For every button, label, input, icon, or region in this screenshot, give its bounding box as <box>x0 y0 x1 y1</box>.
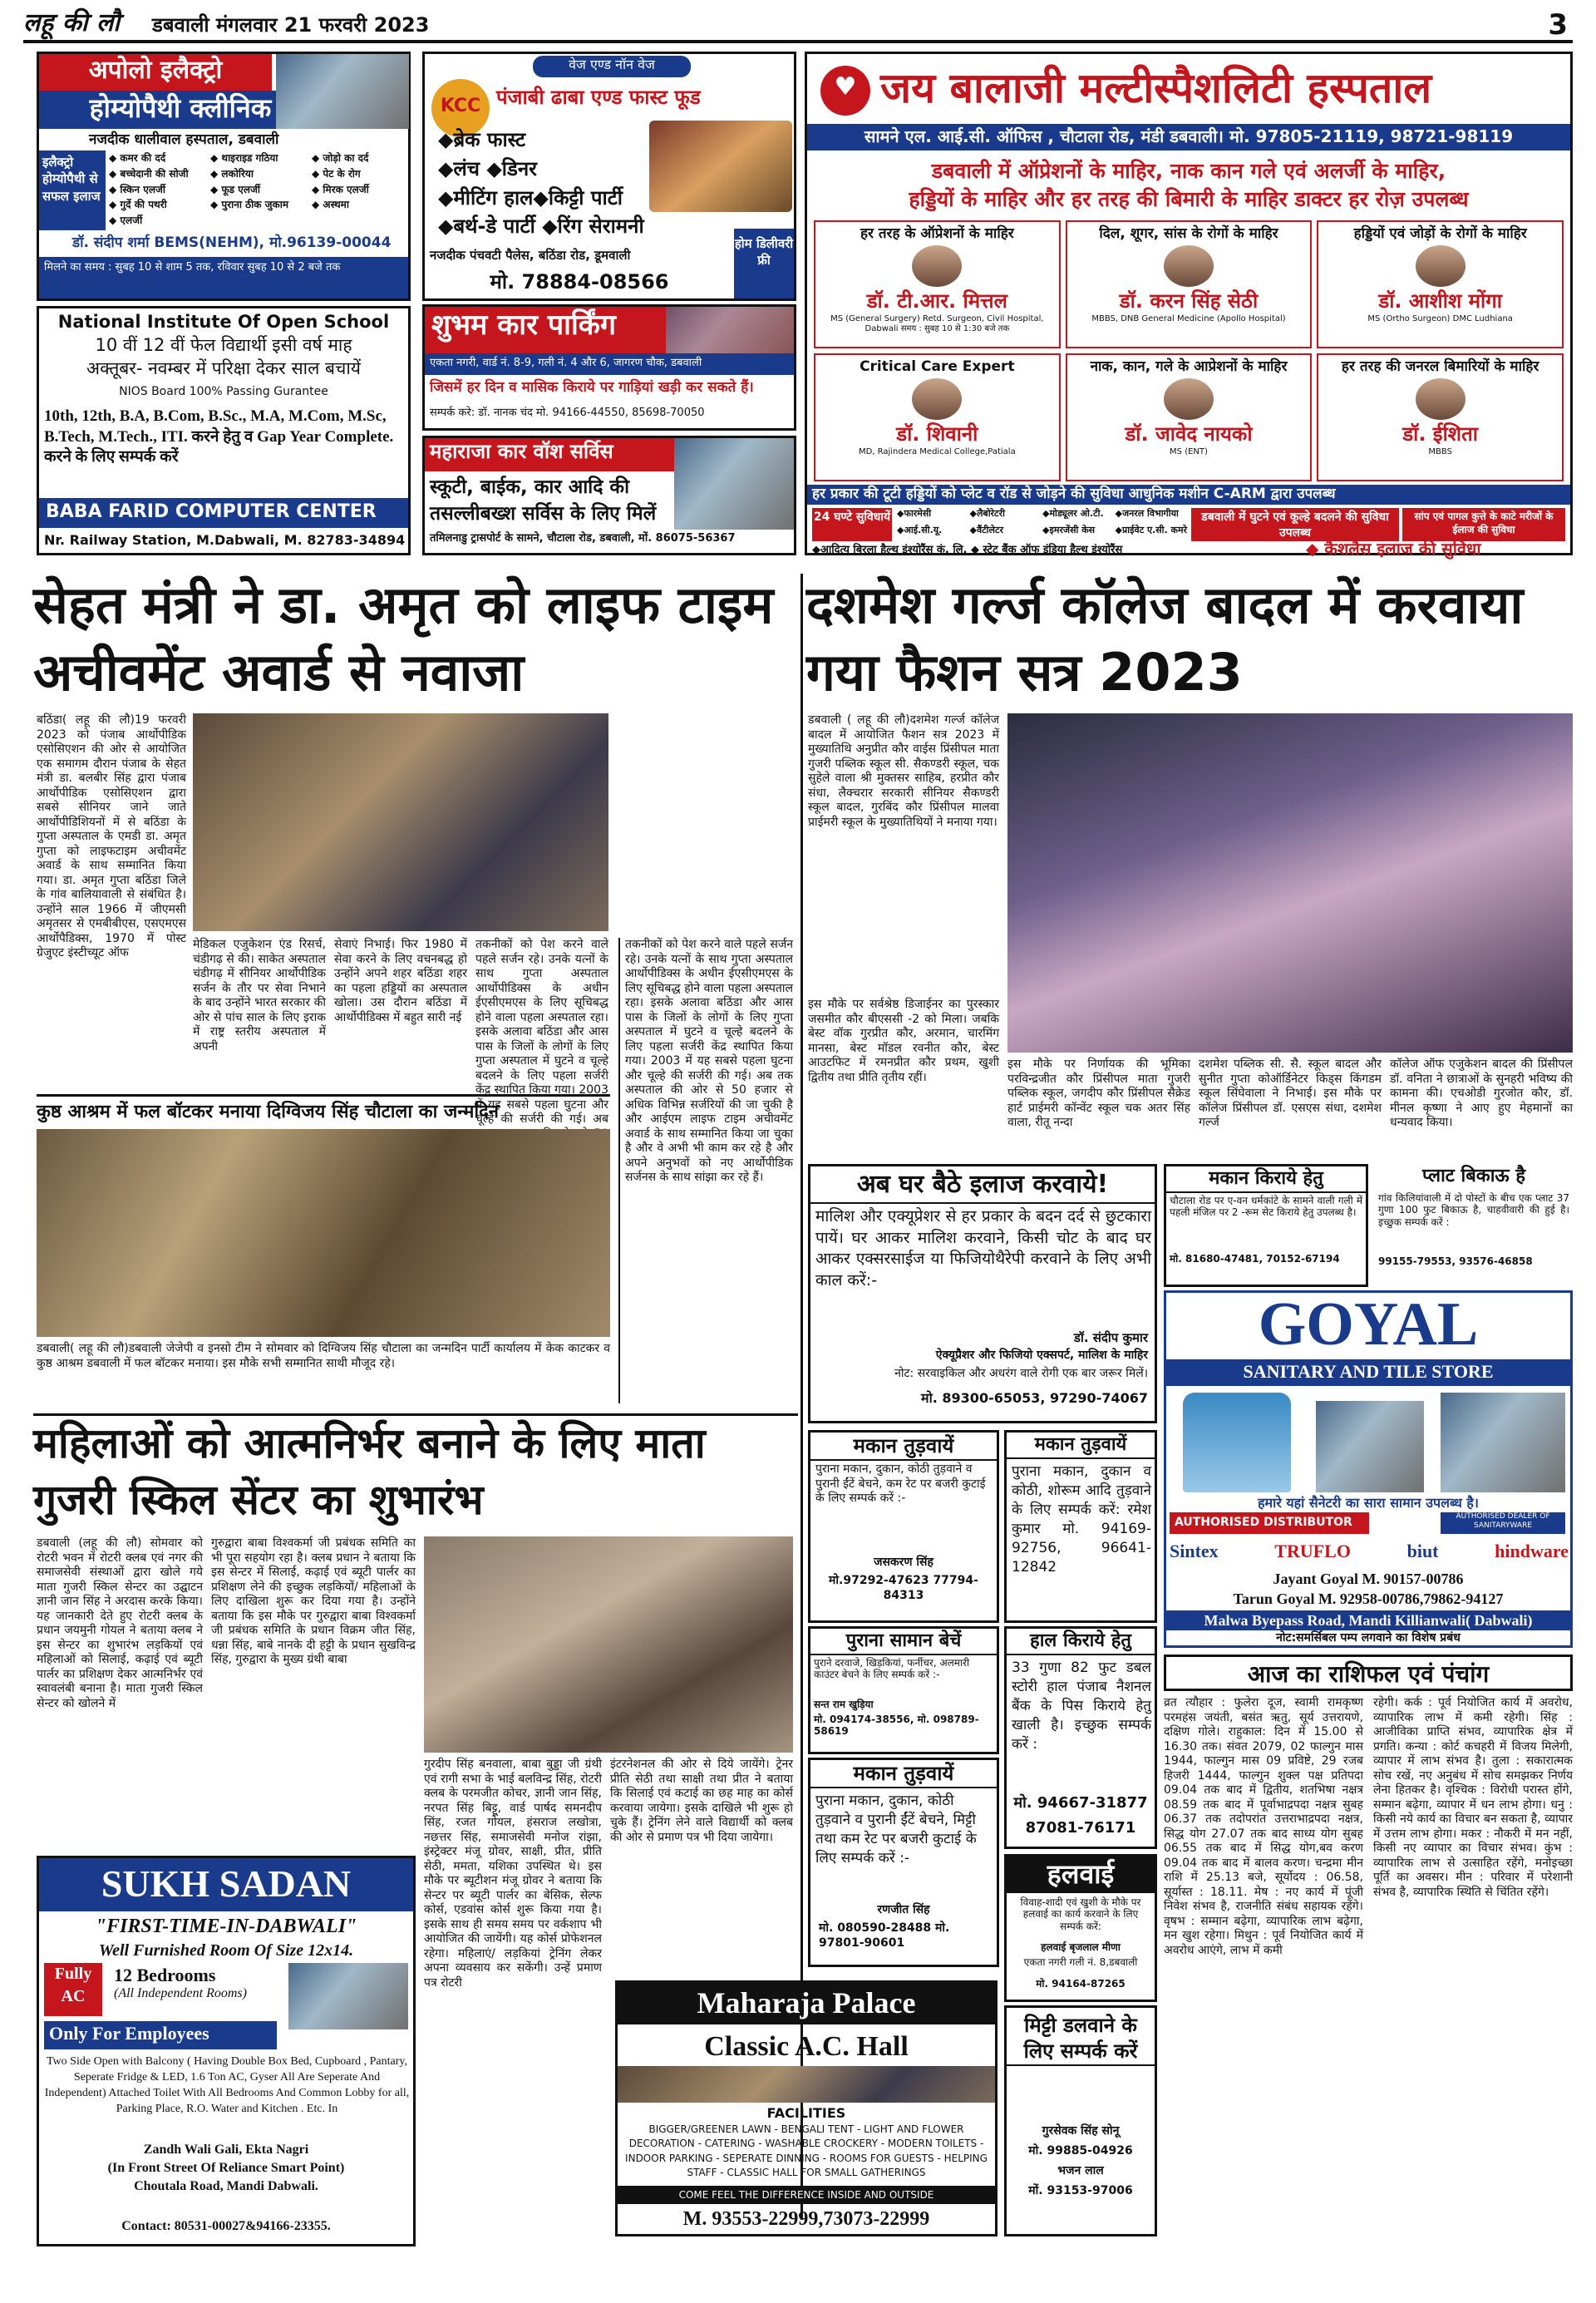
hospital-facility: ◆लैबोरेटरी <box>969 508 1005 519</box>
ad-scrap <box>808 1626 999 1754</box>
faucet-image <box>1441 1393 1565 1492</box>
soil-n2: भजन लाल <box>1057 2164 1104 2177</box>
m3-title: मकान तुड़वायें <box>810 1760 997 1788</box>
nios-line-1: 10 वीं 12 वीं फेल विद्यार्थी इसी वर्ष माह <box>95 335 352 355</box>
m1-body: पुराना मकान, दुकान, कोठी तुड़वाने व पुरानी ईंटें बेचने, कम रेट पर बजरी कुटाई के लिए सम्पर्क करें :- <box>815 1462 986 1505</box>
doctor-card <box>814 353 1061 481</box>
hospital-facility: ◆वैंटीलेटर <box>969 525 1003 535</box>
apollo-title-2: होम्योपैथी क्लीनिक <box>39 91 322 129</box>
soil-title: मिट्टी डलवाने के लिए सम्पर्क करें <box>1007 2013 1155 2066</box>
wash-title: महाराजा कार वॉश सर्विस <box>425 438 674 471</box>
apollo-item: ◆ कमर की दर्द <box>109 152 166 164</box>
story4-photo <box>424 1536 793 1753</box>
doctor-card <box>1317 353 1564 481</box>
story1-col4: तकनीकों को पेश करने वाले पहले सर्जन रहे। उनके यत्नों के साथ गुप्ता अस्पताल आर्थोपीडिक्स के अधीन ईएसीएमएस के लिए सूचिबद्ध होने वाला पहला अस्पताल रहा। इसके अलावा बठिंडा और आस पास के जिलों के लोगों के लिए गुप्ता अस्पताल में घुटने व चूल्हे बदलने के लिए पहला सर्जरी केंद्र स्थापित किया गया। 2003 में यह सबसे पहला घुटना और चूल्हे की सर्जरी की गई। अब तक अस्पताल की ओर से 50 हजार से अधिक विभिन्न सर्जरियों की जा चुकी है और आईएम लाइफ टाइम अचीवमेंट अवार्ड के साथ सम्मानित किया जा चुका है और वे अभी भी काम कर रहे है और अपने अनुभवों को नए आर्थोपीडिक सर्जनस के साथ सांझा कर रहे हैं। <box>618 938 793 1403</box>
sukh-fully: Fully AC <box>44 1963 102 2016</box>
hall-p2: 87081-76171 <box>1025 1819 1136 1837</box>
doctor-name: डॉ. शिवानी <box>896 422 978 446</box>
story4-col3: गुरदीप सिंह बनवाला, बाबा बुड्डा जी ग्रंथी एवं रागी सभा के भाई बलविन्द्र सिंह, रोटरी क्लब के परमजीत कोचर, ज्ञानी जान सिंह, नरपत सिंह बिट्टू, वार्ड पार्षद समनदीप सिंह, रजत गोयल, हंसराज लखोत्रा, नछत्तर सिंह, समाजसेवी मनोज रांझा, इंस्ट्रेक्टर मंजू ग्रोवर, साक्षी, प्रीत, प्रीति सेठी, ममता, यशिका उपस्थित थे। इस मौके पर ब्यूटीशन मंजू ग्रोवर ने बताया कि सेन्टर पर ब्यूटी पार्लर का बेसिक, सेल्फ कोर्स, एडवांस कोर्स शुरू किया गया है। इसके साथ ही समय समय पर वर्कशाप भी आयोजित की जायेंगी। यह कोर्स प्रोफेशनल रहेगा। महिलाएं/ लड़कियां ट्रेनिंग लेकर अपना व्यवसाय कर सकेंगी। उन्हें प्रमाण पत्र रोटरी <box>424 1758 602 1990</box>
story4-col4: इंटरनेशनल की ओर से दिये जायेंगे। ट्रेनर प्रीति सेठी तथा साक्षी तथा प्रीत ने बताया कि सिलाई एवं कटाई का छह माह का कोर्स करवाया जायेगा। इसके दाखिले भी शुरू हो चुके हैं। ट्रेनिंग लेने वाले विद्यार्थी को क्लब की ओर से प्रमाण पत्र भी दिया जायेगा। <box>610 1758 793 1844</box>
doctor-card <box>1066 353 1313 481</box>
hospital-facility: ◆फारमेसी <box>897 508 932 519</box>
rashifal-header <box>1164 1655 1573 1691</box>
palace-title1: Maharaja Palace <box>618 1983 995 2024</box>
ad-makan-3 <box>808 1758 999 1967</box>
rashifal-col1: व्रत त्यौहार : फुलेरा दूज, स्वामी रामकृष्ण परमहंस जयंती, बसंत ऋतु, सूर्य उत्तरायणे, दक्षिण गोले। राहुकाल: दिन में 15.00 से 16.30 तक। संवत 2079, 02 फाल्गुन मास 1944, फाल्गुन मास 09 प्रविष्टे, 29 रजब हिजरी 1444, फाल्गुन शुक्ल पक्ष प्रतिपदा 09.04 तक बाद में द्वितीय, शतभिषा नक्षत्र 08.59 तक बाद में पूर्वाभाद्रपदा नक्षत्र सुबह 06.37 तक तदोपरांत उत्तराभाद्रपदा नक्षत्र, सिद्ध योग 27.07 तक बाद साध्य योग सुबह 06.55 तक बाद में सिद्ध योग,बव करण 09.04 तक बाद में बालव करण। चन्द्रमा मीन राशि में 25.13 बजे, सूर्योदय : 06.58, सूर्यास्त : 18.11. मेष : नए कार्य में पूंजी निवेश संभव है, राजनीति संबंध सहायक रहेंगे। वृषभ : सम्मान बढ़ेगा, व्यापारिक लाभ बढ़ेगा, मन खुश रहेगा। मिथुन : पूर्व नियोजित कार्य में अवरोध आएंगे, लाभ में कमी <box>1164 1696 1363 1957</box>
hospital-addr: सामने एल. आई.सी. ऑफिस , चौटाला रोड, मंडी डबवाली। मो. 97805-21119, 98721-98119 <box>807 124 1570 150</box>
cars-image <box>666 307 794 353</box>
soil-n1: गुरसेवक सिंह सोनू <box>1042 2124 1120 2138</box>
rashifal-col2: रहेगी। कर्क : पूर्व नियोजित कार्य में अवरोध, व्यापारिक लाभ में कमी रहेगी। सिंह : आजीविका प्राप्ति संभव, व्यापारिक क्षेत्र में प्रगति। कन्या : कोर्ट कचहरी में विजय मिलेगी, व्यापार में लाभ संभव है। तुला : सकारात्मक सोच रखें, नए अनुबंध में सोच समझकर निर्णय लेना हितकर है। वृश्चिक : विरोधी परास्त होंगे, सम्मान बढ़ेगा, व्यापार में धन लाभ होगा। धनु : किसी नये कार्य का विचार बन सकता है, व्यापार में उत्तम लाभ होगा। मकर : नौकरी में मन नहीं, किसी नए व्यापार का विचार संभव। कुंभ : व्यापारिक लाभ से उत्साहित रहेंगे, मनोइच्छा पूर्ति का अवसर। मीन : परिवार में परेशानी संभव है, व्यापारिक स्थिति से चिंतित रहेंगे। <box>1373 1696 1573 1899</box>
doctor-degree: MS (ENT) <box>1170 446 1208 456</box>
story1-col3: सेवाएं निभाई। फिर 1980 में सेवा करने के लिए वचनबद्ध हो उन्होंने अपने शहर बठिंडा शहर का पहला हड्डियों का अस्पताल खोला। उस दौरान बठिंडा में आर्थोपीडिक्स में बहुत सारी नई <box>334 938 467 1024</box>
dhaba-item: ◆लंच ◆डिनर <box>438 156 537 180</box>
story3-col1b: इस मौके पर सर्वश्रेष्ठ डिजाईनर का पुरस्कार जसमीत कौर बीएससी -2 को मिला। जबकि बेस्ट वॉक गुरप्रीत कौर, अरमान, चारमिंग मानसा, बेस्ट मॉडल रवनीत कौर, बेस्ट आउटफिट में रमनप्रीत कौर प्रथम, खुशी द्वितीय तथा प्रीति तृतीय रहीं। <box>808 998 999 1084</box>
hall-p1: मो. 94667-31877 <box>1013 1794 1148 1812</box>
ad-nios <box>37 306 411 555</box>
hospital-cashless: ◆ कैशलैस इलाज की सुविधा <box>1306 539 1481 559</box>
hall-body: 33 गुणा 82 फुट डबल स्टोरी हाल पंजाब नैशनल बैंक के पिस किराये हेतु खाली है। इच्छुक सम्पर्क करें : <box>1012 1659 1151 1753</box>
doctor-name: डॉ. आशीश मोंगा <box>1378 289 1502 313</box>
story2-headline: कुष्ठ आश्रम में फल बॉटकर मनाया दिग्विजय सिंह चौटाला का जन्मदिन <box>37 1094 610 1125</box>
doctor-specialty: हड्डियों एवं जोड़ों के रोगों के माहिर <box>1353 225 1527 242</box>
dhaba-item: ◆मीटिंग हाल◆किट्टी पार्टी <box>438 185 623 210</box>
ad-maharaja-palace <box>615 1980 998 2236</box>
scrap-phone: मो. 094174-38556, मो. 098789-58619 <box>814 1714 979 1738</box>
brand-logo: Sintex <box>1170 1541 1219 1562</box>
hospital-l2: हड्डियों के माहिर और हर तरह की बिमारी के माहिर डाक्टर हर रोज़ उपलब्ध <box>909 187 1469 211</box>
sukh-only: Only For Employees <box>44 2021 277 2049</box>
doctor-degree: MS (General Surgery) Retd. Surgeon, Civil Hospital, Dabwali समय : सुबह 10 से 1:30 बजे तक <box>830 313 1044 333</box>
dhaba-addr: नजदीक पंचवटी पैलेस, बठिंडा रोड, डूमवाली <box>430 248 631 263</box>
ad-goyal <box>1164 1290 1573 1648</box>
wash-image <box>674 438 794 530</box>
apollo-item: ◆ अस्थमा <box>312 199 349 211</box>
brand-logo: TRUFLO <box>1274 1541 1351 1562</box>
ilaj-title: अब घर बैठे इलाज करवाये! <box>810 1168 1155 1204</box>
soil-p2: मों. 93153-97006 <box>1028 2184 1133 2197</box>
hospital-24h: 24 घण्टे सुविधायें <box>812 508 892 541</box>
story1-col1: बठिंडा( लहू की लौ)19 फरवरी 2023 को पंजाब आर्थोपीडिक एसोसिएशन की ओर से आयोजित एक समागम दौरान पंजाब के सेहत मंत्री डा. बलबीर सिंह द्वारा पंजाब आर्थोपीडिक एसोसिएशन द्वारा सबसे सीनियर जाने जाते आर्थोपीडिशियनों में से बठिंडा के गुप्ता अस्पताल के एमडी डा. अमृत गुप्ता को लाइफटाइम अचीवमेंट अवार्ड के साथ सम्मानित किया गया। डा. अमृत गुप्ता बठिंडा जिले के गांव बालियावाली से संबंधित है। उन्होंने साल 1966 में जीएमसी अमृतसर से एमबीबीएस, एसएमएस आर्थोपैडिक्स, 1970 में पोस्ट ग्रेजुएट इंस्टीच्यूट ऑफ <box>37 713 186 959</box>
halwai-name: हलवाई बृजलाल मीणा <box>1041 1941 1121 1953</box>
palace-image <box>618 2066 995 2103</box>
issue-info: डबवाली मंगलवार 21 फरवरी 2023 <box>152 13 430 37</box>
doctor-card <box>814 220 1061 348</box>
apollo-item: ◆ गुर्दे की पथरी <box>109 199 167 211</box>
sukh-sub: "FIRST-TIME-IN-DABWALI" <box>95 1916 357 1937</box>
ilaj-doc: डॉ. संदीप कुमार <box>1073 1330 1148 1345</box>
doctor-name: डॉ. करन सिंह सेठी <box>1119 289 1259 313</box>
apollo-timing: मिलने का समय : सुबह 10 से शाम 5 तक, रविवार सुबह 10 से 2 बजे तक <box>39 257 408 298</box>
brand-logo: hindware <box>1495 1541 1569 1562</box>
apollo-side: इलैक्ट्रो होम्योपैथी से सफल इलाज <box>39 150 106 230</box>
wash-addr: तमिलनाडु ट्रासपोर्ट के सामने, चौटाला रोड, डबवाली, मों. 86075-56367 <box>430 532 736 545</box>
ilaj-body: मालिश और एक्यूप्रेशर से हर प्रकार के बदन दर्द से छुटकारा पायें। घर आकर मालिश करवाने, किसी चोट के बाद घर आकर एक्सरसाईज या फिजियोथैरेपी करवाने के लिए अभी काल करें:- <box>815 1207 1151 1290</box>
doctor-photo <box>1164 245 1214 287</box>
nios-addr: Nr. Railway Station, M.Dabwali, M. 82783-34894 <box>44 532 406 548</box>
story3-col4: कॉलेज ऑफ एजुकेशन बादल की प्रिंसीपल डॉ. वनिता ने छात्राओं के सुनहरी भविष्य की कामना की। एचओडी गुरजोत कौर, डॉ. मीनल कृष्णा ने आए हुए मेहमानों का धन्यवाद किया। <box>1390 1058 1573 1129</box>
ad-car-wash <box>422 436 796 555</box>
water-tank-image <box>1183 1393 1291 1492</box>
doctor-specialty: Critical Care Expert <box>860 358 1015 375</box>
apollo-doctor: डॉ. संदीप शर्मा BEMS(NEHM), मो.96139-00044 <box>72 234 392 251</box>
palace-fac: FACILITIES <box>766 2105 846 2121</box>
m3-name: रणजीत सिंह <box>877 1903 930 1916</box>
sukh-body: Two Side Open with Balcony ( Having Double Box Bed, Cupboard , Pantary, Seperate Fridge & LED, 1.6 Ton AC, Gyser All Are Seperate And Independent) Attached Toilet With All Bedrooms And Common Lobby for all, Parking Place, R.O. Water and Kitchen . Etc. In <box>44 2055 410 2115</box>
hospital-insurance: ◆आदित्य बिरला हैल्थ इंश्योरैंस कं. लि. ◆ स्टेट बैंक ऑफ इंडिया हैल्थ इंश्योरैंस <box>812 544 1123 556</box>
hospital-facility: ◆इमरजेंसी केस <box>1042 525 1096 535</box>
doctor-photo <box>912 378 962 420</box>
hospital-facility: ◆जनरल विभागीया <box>1115 508 1179 519</box>
rent-title: मकान किराये हेतु <box>1166 1166 1366 1193</box>
dhaba-items <box>438 126 644 241</box>
goyal-c1: Jayant Goyal M. 90157-00786 <box>1273 1571 1464 1587</box>
medicine-bottles-image <box>276 54 409 129</box>
sukh-rooms2: (All Independent Rooms) <box>114 1986 247 2000</box>
m3-phone: मो. 080590-28488 मो. 97801-90601 <box>819 1921 950 1950</box>
apollo-item: ◆ फूड एलर्जी <box>210 183 261 195</box>
hospital-title: जय बालाजी मल्टीस्पैशलिटी हस्पताल <box>880 64 1432 112</box>
doctor-degree: MBBS <box>1428 446 1452 456</box>
goyal-title: GOYAL <box>1258 1290 1479 1359</box>
goyal-note: नोट:समर्सिबल पम्प लगवाने का विशेष प्रबंध <box>1276 1631 1461 1645</box>
sukh-addr2: (In Front Street Of Reliance Smart Point) <box>107 2161 345 2175</box>
doctor-specialty: दिल, शूगर, सांस के रोगों के माहिर <box>1099 225 1278 242</box>
ad-halwai <box>1004 1854 1157 2002</box>
story1-headline: सेहत मंत्री ने डा. अमृत को लाइफ टाइम अचीवमेंट अवार्ड से नवाजा <box>33 575 774 703</box>
dhaba-phone: मो. 78884-08566 <box>490 270 669 293</box>
story1-photo <box>193 713 608 931</box>
plot-phone: 99155-79553, 93576-46858 <box>1378 1255 1533 1267</box>
apollo-item: ◆ पेट के रोग <box>312 167 361 180</box>
doctor-name: डॉ. जावेद नायको <box>1125 422 1253 446</box>
m3-body: पुराना मकान, दुकान, कोठी तुड़वाने व पुरानी ईंटें बेचने, मिट्टी तथा कम रेट पर बजरी कुटाई के लिए सम्पर्क करें :- <box>815 1793 977 1867</box>
doctor-photo <box>1416 245 1465 287</box>
hospital-knee: डबवाली में घुटने एवं कूल्हे बदलने की सुविधा उपलब्ध <box>1191 508 1399 541</box>
doctor-card <box>1317 220 1564 348</box>
ad-makan-1 <box>808 1430 999 1623</box>
goyal-tag: हमारे यहां सैनेटरी का सारा सामान उपलब्ध है। <box>1258 1495 1479 1511</box>
ilaj-spec: ऐक्यूप्रैशर और फिजियो एक्सपर्ट, मालिश के माहिर <box>935 1349 1148 1362</box>
apollo-item: ◆ जोड़ो का दर्द <box>312 152 369 164</box>
m1-phone: मो.97292-47623 77794-84313 <box>829 1574 978 1602</box>
hospital-logo-icon: ♥ <box>820 66 870 116</box>
ad-makan-2 <box>1004 1430 1157 1623</box>
dhaba-item: ◆ब्रेक फास्ट <box>438 128 526 151</box>
ilaj-phone: मो. 89300-65053, 97290-74067 <box>921 1390 1148 1406</box>
goyal-brands <box>1170 1537 1569 1566</box>
dhaba-title: पंजाबी ढाबा एण्ड फास्ट फूड <box>496 86 701 109</box>
story4-headline: महिलाओं को आत्मनिर्भर बनाने के लिए माता गुजरी स्किल सेंटर का शुभारंभ <box>33 1413 798 1530</box>
nios-title: National Institute Of Open School <box>57 312 390 332</box>
hospital-carm: हर प्रकार की टूटी हड्डियों को प्लेट व रॉड से जोड़ने की सुविधा आधुनिक मशीन C-ARM द्वारा उपलब्ध <box>807 485 1570 505</box>
doctor-specialty: नाक, कान, गले के आप्रेशनों के माहिर <box>1090 358 1288 375</box>
dhaba-top: वेज एण्ड नॉन वेज <box>533 56 691 77</box>
ad-apollo-clinic <box>37 52 411 301</box>
parking-l1: जिसमें हर दिन व मासिक किराये पर गाड़ियां खड़ी कर सकते हैं। <box>430 379 754 396</box>
ilaj-note: नोट: सरवाइकिल और अधरंग वाले रोगी एक बार जरूर मिलें। <box>894 1367 1148 1380</box>
palace-phone: M. 93553-22999,73073-22999 <box>682 2208 930 2230</box>
halwai-title: हलवाई <box>1007 1857 1155 1893</box>
doctor-photo <box>912 245 962 287</box>
masthead <box>23 5 1573 43</box>
halwai-phone: मो. 94164-87265 <box>1036 1978 1126 1990</box>
nios-line-2: अक्तूबर- नवम्बर में परिक्षा देकर साल बचायें <box>86 358 361 378</box>
doctor-specialty: हर तरह की जनरल बिमारियों के माहिर <box>1341 358 1539 375</box>
hospital-facility: ◆प्राईवेट ए.सी. कमरे <box>1115 525 1188 535</box>
ad-dhaba <box>422 52 796 301</box>
story3-col3: दशमेश पब्लिक सी. सै. स्कूल बादल और सुनीत गुप्ता कोऑर्डिनेटर किड्स किंगडम स्कूल सिंघेवाला ने निभाई। इस मौके पर कॉलेज प्रिंसीपल डॉ. एसएस संधा, दशमेश गर्ल्ज <box>1199 1058 1382 1129</box>
doctor-name: डॉ. टी.आर. मित्तल <box>866 289 1007 313</box>
plot-title: प्लाट बिकाऊ है <box>1422 1166 1525 1186</box>
goyal-sub: SANITARY AND TILE STORE <box>1166 1359 1570 1386</box>
sukh-l1: Well Furnished Room Of Size 12x14. <box>98 1941 354 1960</box>
apollo-item: ◆ मिरक एलर्जी <box>312 183 369 195</box>
ad-plot <box>1375 1164 1573 1287</box>
sanitary-image <box>1316 1401 1424 1492</box>
story3-headline: दशमेश गर्ल्ज कॉलेज बादल में करवाया गया फैशन सत्र 2023 <box>806 575 1524 703</box>
hospital-l1: डबवाली में ऑप्रेशनों के माहिर, नाक कान गले एवं अलर्जी के माहिर, <box>931 159 1446 183</box>
parking-l2: सम्पर्क करे: डॉ. नानक चंद मो. 94166-44550, 85698-70050 <box>430 407 705 419</box>
hospital-facilities <box>897 508 1188 541</box>
parking-title: शुभम कार पार्किंग <box>425 307 794 353</box>
plot-body: गांव किलियांवाली में दो पोस्टों के बीच एक प्लाट 37 गुणा 100 फुट बिकाऊ है, चाहवीवारी की हुई है। इच्छुक सम्पर्क करें : <box>1378 1192 1569 1228</box>
scrap-body: पुराने दरवाजे, खिड़कियां, फर्नीचर, अलमारी काउंटर बेचने के लिए सम्पर्क करें :- <box>814 1657 970 1681</box>
story4-col2: गुरुद्वारा बाबा विश्वकर्मा जी प्रबंधक समिति का भी पूरा सहयोग रहा है। क्लब प्रधान ने बताया कि इस सेन्टर में सिलाई, कढ़ाई एवं ब्यूटी पार्लर का प्रशिक्षण लेने की इच्छुक लड़कियों/ महिलाओं के लिए दाखिला शुरू कर दिया गया है। उन्होंने बताया कि इस मौके पर गुरुद्वारा बाबा विश्वकर्मा जी प्रबंधक समिति के प्रधान विक्रम जीत सिंह, धन्ना सिंह, बाबे नानके दी हट्टी के प्रधान सुखविन्द्र सिंह, गुरुद्वारा के मुख्य ग्रंथी बाबा <box>211 1536 416 1666</box>
story4-col1: डबवाली (लहू की लौ) सोमवार को रोटरी भवन में रोटरी क्लब एवं नगर की समाजसेवी संस्थाओं द्वारा खोले गये माता गुजरी स्किल सेन्टर का उद्घाटन ज्ञानी जान सिंह ने अरदास करके किया। यह जानकारी देते हुए रोटरी क्लब के प्रधान जयमुनी गोयल ने बताया क्लब ने इस सेन्टर का शुभारंभ लड़कियों एवं महिलाओं को सिलाई, कढ़ाई एवं ब्यूटी पार्लर का प्रशिक्षण देकर आत्मनिर्भर एवं स्वावलंबी बनाना है। माता गुजरी स्किल सेन्टर को खोलने में <box>37 1536 203 1710</box>
ad-hospital <box>805 52 1573 559</box>
halwai-addr: एकता नगरी गली नं. 8,डबवाली <box>1023 1956 1138 1968</box>
m1-title: मकान तुड़वायें <box>810 1433 997 1461</box>
goyal-c2: Tarun Goyal M. 92958-00786,79862-94127 <box>1233 1590 1504 1607</box>
ad-soil <box>1004 2005 1157 2236</box>
nios-line-3: NIOS Board 100% Passing Gurantee <box>119 385 328 398</box>
goyal-auth: AUTHORISED DISTRIBUTOR <box>1170 1512 1369 1534</box>
apollo-item: ◆ थाइराइड गठिया <box>210 152 278 164</box>
dhaba-delivery: होम डिलीवरी फ्री <box>734 229 794 298</box>
palace-title2: Classic A.C. Hall <box>704 2031 909 2062</box>
food-image <box>649 121 792 212</box>
apollo-addr: नजदीक धालीवाल हस्पताल, डबवाली <box>89 131 279 148</box>
ad-ilaj <box>808 1164 1157 1423</box>
scrap-title: पुराना सामान बेचें <box>810 1629 997 1655</box>
column-rule <box>800 574 803 2220</box>
doctor-photo <box>1164 378 1214 420</box>
dhaba-logo: KCC <box>431 79 490 137</box>
rashifal-title: आज का राशिफल एवं पंचांग <box>1247 1660 1490 1688</box>
doctor-grid <box>814 220 1564 481</box>
m2-body: पुराना मकान, दुकान व कोठी, शोरूम आदि तुड़वाने के लिए सम्पर्क करें: रमेश कुमार मो. 94169-92756, 96641-12842 <box>1012 1463 1151 1576</box>
apollo-items <box>109 152 408 230</box>
story1-col2: मेडिकल एजुकेशन एंड रिसर्च, चंडीगढ़ से की। साकेत अस्पताल चंडीगढ़ में सीनियर आर्थोपीडिक सर्जन के तौर पर सेवा निभाने के बाद उन्होंने भारत सरकार की ओर से पांच साल के लिए इराक में राष्ट्र स्तरीय अस्पताल में अपनी <box>193 938 326 1053</box>
story1-col4a: तकनीकों को पेश करने वाले पहले सर्जन रहे। उनके यत्नों के साथ गुप्ता अस्पताल आर्थोपीडिक्स के अधीन ईएसीएमएस के लिए सूचिबद्ध होने वाला पहला अस्पताल रहा। इसके अलावा बठिंडा और आस पास के जिलों के लोगों के लिए गुप्ता अस्पताल में घुटने व चूल्हे बदलने के लिए पहला सर्जरी केंद्र स्थापित किया गया। 2003 में यह सबसे पहला घुटना और चूल्हे की सर्जरी की गई। अब <box>475 938 608 1126</box>
ad-house-rent <box>1164 1164 1368 1287</box>
palace-list: BIGGER/GREENER LAWN - BENGALI TENT - LIGHT AND FLOWER DECORATION - CATERING - WASHABLE CROCKERY - MODERN TOILETS - INDOOR PARKING - SEPERATE DINNING - ROOMS FOR GUESTS - HELPING STAFF - CLASSIC HALL FOR SMALL GATHERINGS <box>625 2123 988 2179</box>
hospital-facility: ◆आई.सी.यू. <box>897 525 943 535</box>
sukh-room-image <box>288 1963 408 2029</box>
doctor-card <box>1066 220 1313 348</box>
nios-line-4: 10th, 12th, B.A, B.Com, B.Sc., M.A, M.Com, M.Sc, B.Tech, M.Tech., ITI. करने हेतु व Gap Year Complete. करने के लिए सम्पर्क करें <box>44 407 394 466</box>
parking-addr: एकता नगरी, वार्ड नं. 8-9, गली नं. 4 और 6, जागरण चौक, डबवाली <box>425 353 794 375</box>
ad-parking <box>422 304 796 431</box>
soil-p1: मो. 99885-04926 <box>1028 2144 1133 2158</box>
story3-col2: इस मौके पर निर्णायक की भूमिका परविन्द्रजीत कौर प्रिंसीपल माता गुजरी पब्लिक स्कूल, जगदीप कौर प्रिंसीपल सैक्रेड हार्ट प्राईमरी कॉन्वेंट स्कूल चक अतर सिंह वाला, रीतू नन्दा <box>1007 1058 1190 1129</box>
m1-name: जसकरण सिंह <box>874 1556 933 1569</box>
doctor-degree: MD, Rajindera Medical College,Patiala <box>858 446 1016 456</box>
apollo-item: ◆ स्किन एलर्जी <box>109 183 166 195</box>
rent-body: चौटाला रोड पर ए-वन धर्मकांटे के सामने वाली गली में पहली मंजिल पर 2 -रूम सेट किराये हेतु उपलब्ध है। <box>1170 1195 1362 1219</box>
hall-title: हाल किराये हेतु <box>1007 1629 1155 1655</box>
apollo-title-1: अपोलो इलैक्ट्रो <box>39 54 272 91</box>
rent-phone: मो. 81680-47481, 70152-67194 <box>1170 1253 1340 1265</box>
apollo-item: ◆ बच्चेदानी की सोजी <box>109 167 189 180</box>
doctor-photo <box>1416 378 1465 420</box>
story2-photo <box>37 1129 610 1337</box>
nios-banner: BABA FARID COMPUTER CENTER <box>39 498 408 528</box>
apollo-item: ◆ लकोरिया <box>210 167 254 180</box>
brand-logo: biut <box>1406 1541 1439 1562</box>
apollo-item: ◆ एलर्जी <box>109 215 143 227</box>
palace-slogan: COME FEEL THE DIFFERENCE INSIDE AND OUTSIDE <box>618 2186 995 2204</box>
doctor-degree: MBBS, DNB General Medicine (Apollo Hospital) <box>1091 313 1286 323</box>
paper-name: लहू की लौ <box>23 8 121 37</box>
story2-caption: डबवाली( लहू की लौ)डबवाली जेजेपी व इनसो टीम ने सोमवार को दिग्विजय सिंह चौटाला का जन्मदिन पार्टी कार्यालय में केक काटकर व कुष्ठ आश्रम डबवाली में फल बॉटकर मनाया। इस मौके सभी सम्मानित साथी मौजूद रहे। <box>37 1342 610 1370</box>
goyal-addr: Malwa Byepass Road, Mandi Killianwali( Dabwali) <box>1166 1610 1570 1630</box>
sukh-addr3: Choutala Road, Mandi Dabwali. <box>134 2179 318 2193</box>
scrap-name: सन्त राम खुड़िया <box>814 1699 874 1710</box>
story3-photo <box>1007 713 1573 1053</box>
sukh-title: SUKH SADAN <box>39 1858 413 1911</box>
sukh-addr1: Zandh Wali Gali, Ekta Nagri <box>143 2143 309 2157</box>
doctor-degree: MS (Ortho Surgeon) DMC Ludhiana <box>1367 313 1513 323</box>
story3-col1: डबवाली ( लहू की लौ)दशमेश गर्ल्ज कॉलेज बादल में आयोजित फैशन सत्र 2023 में मुख्यातिथि अनुप्रीत कौर वाईस प्रिंसीपल माता गुजरी पब्लिक स्कूल सी. सैकण्डरी स्कूल, चक सुहेले वाला श्री मुक्तसर साहिब, हरप्रीत कौर संधा, लैक्चरार सरकारी सीनियर सैकण्डरी स्कूल बादल, गुरबिंद कौर प्रिंसीपल मालवा प्राईमरी स्कूल के मुख्यातिथियों ने मनाया गया। <box>808 713 999 829</box>
halwai-body: विवाह-शादी एवं खुशी के मौके पर हलवाई का कार्य करवाने के लिए सम्पर्क करें: <box>1020 1896 1141 1932</box>
page-number: 3 <box>1548 8 1568 42</box>
doctor-name: डॉ. ईशिता <box>1402 422 1479 446</box>
ad-hall-rent <box>1004 1626 1157 1849</box>
sukh-contact: Contact: 80531-00027&94166-23355. <box>121 2219 331 2233</box>
sukh-rooms: 12 Bedrooms <box>114 1965 216 1985</box>
hospital-snake: सांप एवं पागल कुत्ते के काटे मरीजों के ईलाज की सुविधा <box>1402 508 1565 541</box>
dhaba-item: ◆बर्थ-डे पार्टी ◆रिंग सेरामनी <box>438 215 644 239</box>
ad-sukh-sadan <box>37 1856 416 2246</box>
wash-l1: स्कूटी, बाईक, कार आदि की <box>430 476 630 498</box>
doctor-specialty: हर तरह के ऑप्रेशनों के माहिर <box>860 225 1014 242</box>
apollo-item: ◆ पुराना ठीक जुकाम <box>210 199 289 211</box>
m2-title: मकान तुड़वायें <box>1007 1433 1155 1459</box>
hospital-facility: ◆मोड्यूलर ओ.टी. <box>1042 508 1104 519</box>
wash-l2: तसल्लीबख्श सर्विस के लिए मिलें <box>430 503 657 525</box>
goyal-auth2: AUTHORISED DEALER OF SANITARYWARE <box>1441 1512 1565 1534</box>
